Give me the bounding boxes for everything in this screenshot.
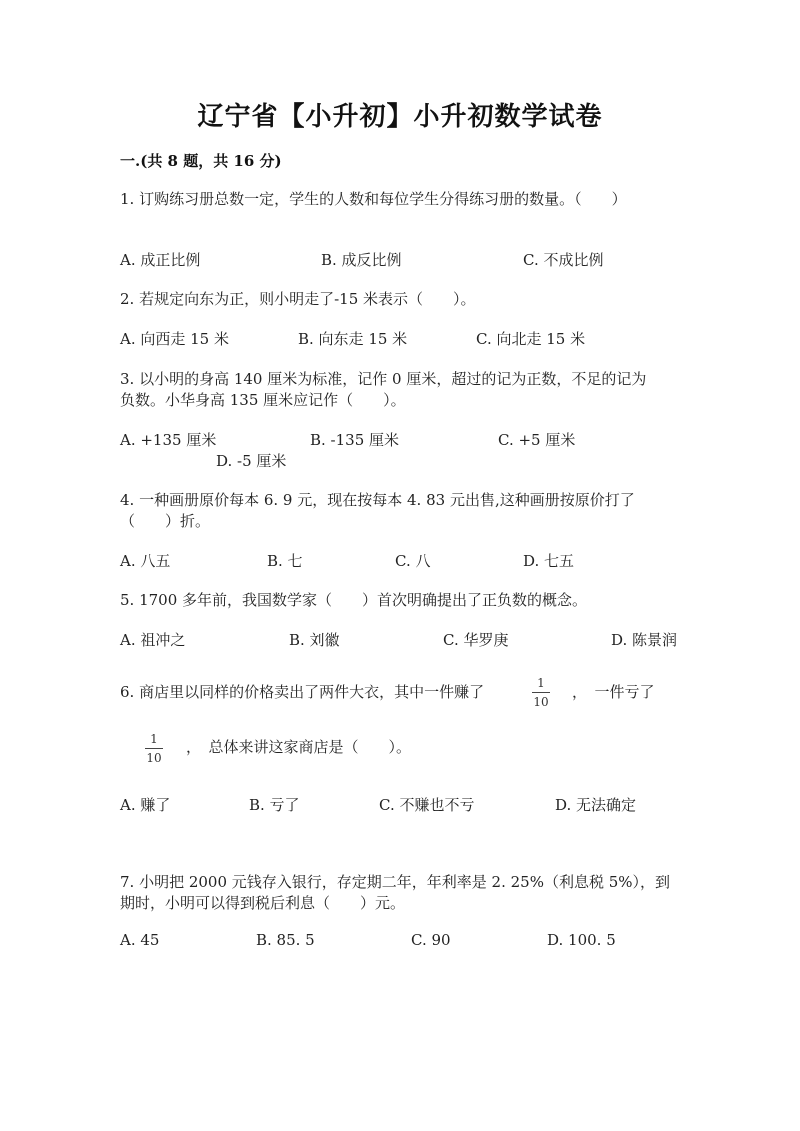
- question-2-option-b: B. 向东走 15 米: [298, 330, 408, 348]
- question-5-text: 5. 1700 多年前，我国数学家（ ）首次明确提出了正负数的概念。: [120, 591, 588, 609]
- fraction-bar: [145, 748, 163, 749]
- question-3-option-a: A. +135 厘米: [120, 431, 217, 449]
- fraction-denominator: 10: [146, 751, 162, 765]
- question-7-option-d: D. 100. 5: [547, 931, 616, 949]
- question-7-text-line-2: 期时，小明可以得到税后利息（ ）元。: [120, 894, 406, 912]
- question-7-option-a: A. 45: [120, 931, 160, 949]
- question-3-text-line-2: 负数。小华身高 135 厘米应记作（ ）。: [120, 391, 406, 409]
- question-2-option-a: A. 向西走 15 米: [120, 330, 229, 348]
- question-4-option-a: A. 八五: [120, 552, 171, 570]
- question-4-text-line-2: （ ）折。: [120, 512, 211, 530]
- question-2-text: 2. 若规定向东为正，则小明走了-15 米表示（ ）。: [120, 290, 476, 308]
- fraction-numerator: 1: [537, 676, 545, 690]
- question-5-option-c: C. 华罗庚: [443, 631, 509, 649]
- question-4-text-line-1: 4. 一种画册原价每本 6. 9 元，现在按每本 4. 83 元出售,这种画册按原价打了: [120, 491, 635, 509]
- question-5-option-b: B. 刘徽: [289, 631, 340, 649]
- question-7-option-b: B. 85. 5: [256, 931, 315, 949]
- question-5-option-d: D. 陈景润: [611, 631, 678, 649]
- question-6-fraction-1: [529, 676, 553, 709]
- question-4-option-b: B. 七: [267, 552, 303, 570]
- question-3-text-line-1: 3. 以小明的身高 140 厘米为标准，记作 0 厘米，超过的记为正数，不足的记为: [120, 370, 647, 388]
- question-4-option-c: C. 八: [395, 552, 431, 570]
- question-6-text-part-3: ， 总体来讲这家商店是（ ）。: [186, 738, 412, 756]
- question-1-option-c: C. 不成比例: [523, 251, 604, 269]
- question-6-option-a: A. 赚了: [120, 796, 171, 814]
- question-3-option-b: B. -135 厘米: [310, 431, 400, 449]
- question-6-fraction-2: [142, 732, 166, 765]
- question-5-option-a: A. 祖冲之: [120, 631, 186, 649]
- fraction-numerator: 1: [150, 732, 158, 746]
- fraction-denominator: 10: [533, 695, 549, 709]
- question-3-option-c: C. +5 厘米: [498, 431, 576, 449]
- question-7-option-c: C. 90: [411, 931, 451, 949]
- question-6-option-c: C. 不赚也不亏: [379, 796, 475, 814]
- section-heading: 一.(共 8 题，共 16 分): [120, 152, 282, 170]
- question-1-option-a: A. 成正比例: [120, 251, 201, 269]
- fraction-bar: [532, 692, 550, 693]
- question-4-option-d: D. 七五: [523, 552, 575, 570]
- page-title: 辽宁省【小升初】小升初数学试卷: [197, 102, 603, 132]
- question-6-option-b: B. 亏了: [249, 796, 300, 814]
- question-3-option-d: D. -5 厘米: [216, 452, 287, 470]
- question-6-text-part-2: ， 一件亏了: [572, 683, 655, 701]
- question-2-option-c: C. 向北走 15 米: [476, 330, 586, 348]
- question-6-option-d: D. 无法确定: [555, 796, 637, 814]
- question-1-text: 1. 订购练习册总数一定，学生的人数和每位学生分得练习册的数量。（ ）: [120, 190, 627, 208]
- question-6-text-part-1: 6. 商店里以同样的价格卖出了两件大衣，其中一件赚了: [120, 683, 485, 701]
- question-7-text-line-1: 7. 小明把 2000 元钱存入银行，存定期二年，年利率是 2. 25%（利息税 5%），到: [120, 873, 671, 891]
- question-1-option-b: B. 成反比例: [321, 251, 402, 269]
